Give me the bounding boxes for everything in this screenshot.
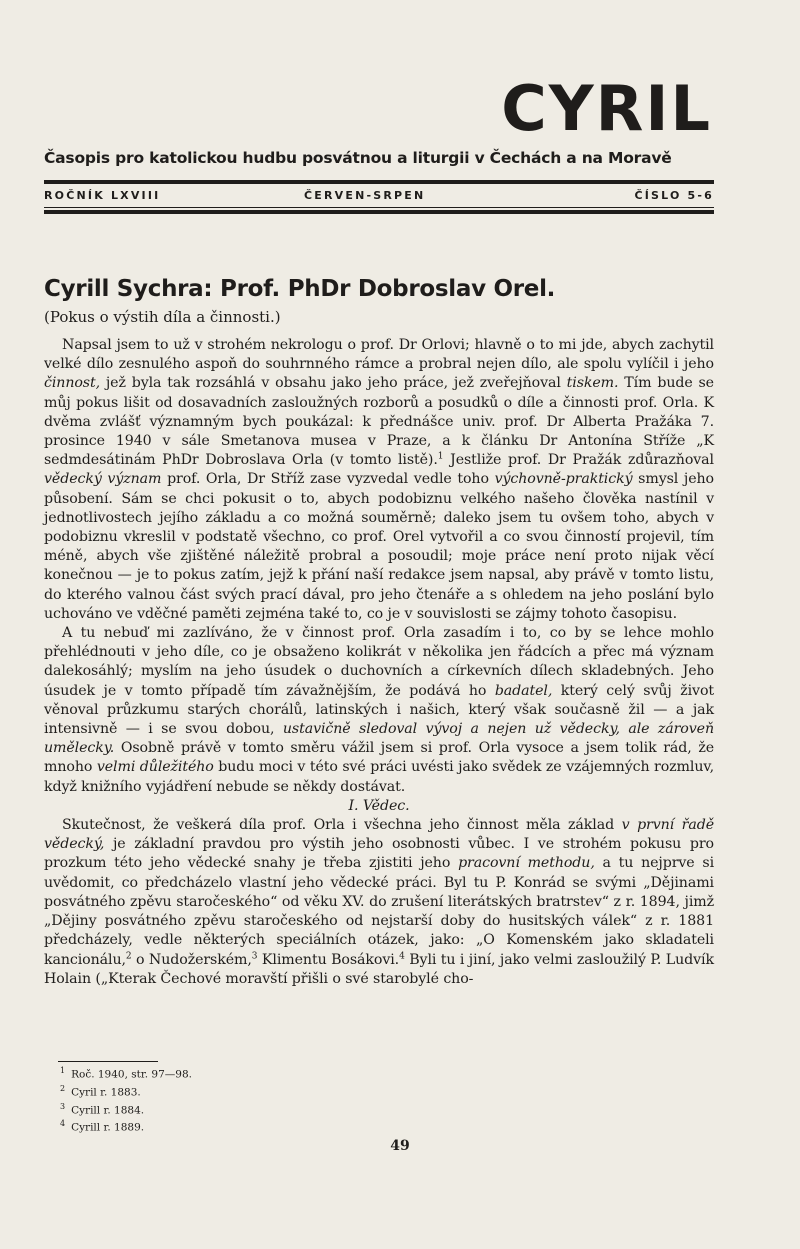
paragraph-2 xyxy=(44,624,714,797)
footnote xyxy=(60,1082,360,1100)
page-number: 49 xyxy=(390,1138,410,1154)
emphasis: velmi důležitého xyxy=(96,759,214,776)
footnote-number: 2 xyxy=(60,1083,66,1093)
text-run: Byli tu i jiní, jako velmi zasloužilý P. Ludvík Holain („Kterak Čechové moravští přišli o své starobylé cho- xyxy=(44,951,714,987)
header-rule-top xyxy=(44,180,714,184)
footnote-ref: 2 xyxy=(125,950,132,961)
text-run: který celý svůj život věnoval průzkumu starých chorálů, latinských i našich, který však současně žil — a jak intensivně — i se svou dobou, xyxy=(44,682,714,738)
footnote-text: Cyrill r. 1884. xyxy=(71,1104,145,1117)
emphasis: vědecký význam xyxy=(44,471,162,488)
footnotes xyxy=(60,1064,360,1135)
issue-number: ČÍSLO 5-6 xyxy=(634,189,714,202)
text-run: budu moci v této své práci uvésti jako svědek ze vzájemných rozmluv, když knižního vyjádření nebude se někdy dostávat. xyxy=(44,759,714,795)
text-run: A tu nebuď mi zazlíváno, že v činnost prof. Orla zasadím i to, co by se lehce mohlo přehlédnouti v jeho díle, co je obsaženo kolikrát v několika jen řádcích a přec má význam dalekosáhlý; myslím na jeho úsudek o duchovních a církevních dílech skladebných. Jeho úsudek je v tomto případě tím závažnějším, že podává ho xyxy=(44,625,714,699)
emphasis: pracovní methodu, xyxy=(458,855,595,872)
emphasis: ustavičně sledoval vývoj a nejen už vědecky, ale zároveň umělecky. xyxy=(44,721,714,757)
footnote-text: Cyril r. 1883. xyxy=(71,1086,141,1099)
text-run: je základní pravdou pro výstih jeho osobnosti vůbec. I ve strohém pokusu pro prozkum této jeho vědecké snahy je třeba zjistiti jeho xyxy=(44,836,714,872)
footnote-ref: 4 xyxy=(399,950,405,961)
text-run: a tu nejprve si uvědomit, co předcházelo vlastní jeho vědecké práci. Byl tu P. Konrád se svými „Dějinami posvátného zpěvu staročeského“ od věku XV. do zrušení literátských bratrstev“ z r. 1894, jimž „Dějiny posvátného zpěvu staročeského od nejstarší doby do husitských válek“ z r. 1881 předcházely, vedle některých speciálních otázek, jako: „O Komenském jako skladateli kancionálu, xyxy=(44,855,715,968)
emphasis: činnost, xyxy=(44,375,100,392)
footnote-ref: 1 xyxy=(437,451,444,462)
article-title: Cyrill Sychra: Prof. PhDr Dobroslav Orel. xyxy=(44,276,556,302)
text-run: smysl jeho působení. Sám se chci pokusit o to, abych podobiznu velkého našeho člověka nastínil v jednotlivostech jejího základu a co možná souměrně; daleko jsem tu ovšem toho, abych v podobiznu vkreslil v podstatě všechno, co prof. Orel vytvořil a co svou činností projevil, tím méně, abych vše zjištěné náležitě probral a posoudil; moje práce není proto nijak věcí konečnou — je to pokus zatím, jejž k přání naší redakce jsem napsal, aby právě v tomto listu, do kterého valnou část svých prací dával, pro jeho čtenáře a s ohledem na jeho poslání bylo uchováno ve vděčné paměti zejména také to, co je v souvislosti se zájmy tohoto časopisu. xyxy=(44,471,714,622)
footnote-number: 4 xyxy=(60,1119,66,1129)
text-run: Tím bude se můj pokus lišit od dosavadních zasloužných rozborů a posudků o díle a činnosti prof. Orla. K dvěma zvlášť významným bych poukázal: k přednášce univ. prof. Dr Alberta Pražáka 7. prosince 1940 v sále Smetanova musea v Praze, a k článku Dr Antonína Stříže „K sedmdesátinám PhDr Dobroslava Orla (v tomto listě). xyxy=(44,375,714,469)
section-heading: I. Vědec. xyxy=(348,797,410,814)
header-rule-thin xyxy=(44,207,714,208)
journal-title: CYRIL xyxy=(501,72,712,145)
text-run: Osobně právě v tomto směru vážil jsem si prof. Orla vysoce a jsem tolik rád, že mnoho xyxy=(44,740,714,776)
text-run: prof. Orla, Dr Stříž zase vyzvedal vedle toho xyxy=(161,471,495,488)
issue-bar xyxy=(44,189,714,205)
journal-subtitle: Časopis pro katolickou hudbu posvátnou a liturgii v Čechách a na Moravě xyxy=(44,149,672,167)
issue-months: ČERVEN-SRPEN xyxy=(304,189,426,202)
header-rule-bottom xyxy=(44,210,714,214)
text-run: Klimentu Bosákovi. xyxy=(257,951,400,968)
text-run: o Nudožerském, xyxy=(131,951,252,968)
text-run: Skutečnost, že veškerá díla prof. Orla i všechna jeho činnost měla základ xyxy=(62,817,622,834)
footnote-text: Cyrill r. 1889. xyxy=(71,1121,145,1134)
footnote xyxy=(60,1100,360,1118)
footnote-ref: 3 xyxy=(251,950,258,961)
text-run: Jestliže prof. Dr Pražák zdůrazňoval xyxy=(443,452,714,469)
emphasis: badatel, xyxy=(494,682,553,699)
emphasis: v první řadě vědecký, xyxy=(44,817,714,853)
footnote-text: Roč. 1940, str. 97—98. xyxy=(71,1068,192,1081)
emphasis: tiskem. xyxy=(566,375,619,392)
article-subtitle: (Pokus o výstih díla a činnosti.) xyxy=(44,308,281,326)
volume-label: ROČNÍK LXVIII xyxy=(44,189,161,202)
paragraph-3 xyxy=(44,816,714,989)
emphasis: výchovně-praktický xyxy=(494,471,633,488)
text-run: Napsal jsem to už v strohém nekrologu o prof. Dr Orlovi; hlavně o to mi jde, abych zachytil velké dílo zesnulého aspoň do souhrnného rámce a probral nejen dílo, ale spolu vylíčil i jeho xyxy=(44,337,714,373)
footnote xyxy=(60,1064,360,1082)
footnote-number: 1 xyxy=(60,1066,66,1075)
footnote xyxy=(60,1117,360,1135)
footnote-rule xyxy=(58,1061,158,1062)
footnote-number: 3 xyxy=(60,1101,66,1111)
text-run: jež byla tak rozsáhlá v obsahu jako jeho práce, jež zveřejňoval xyxy=(100,375,567,392)
article-body xyxy=(44,336,714,989)
paragraph-1 xyxy=(44,336,714,624)
